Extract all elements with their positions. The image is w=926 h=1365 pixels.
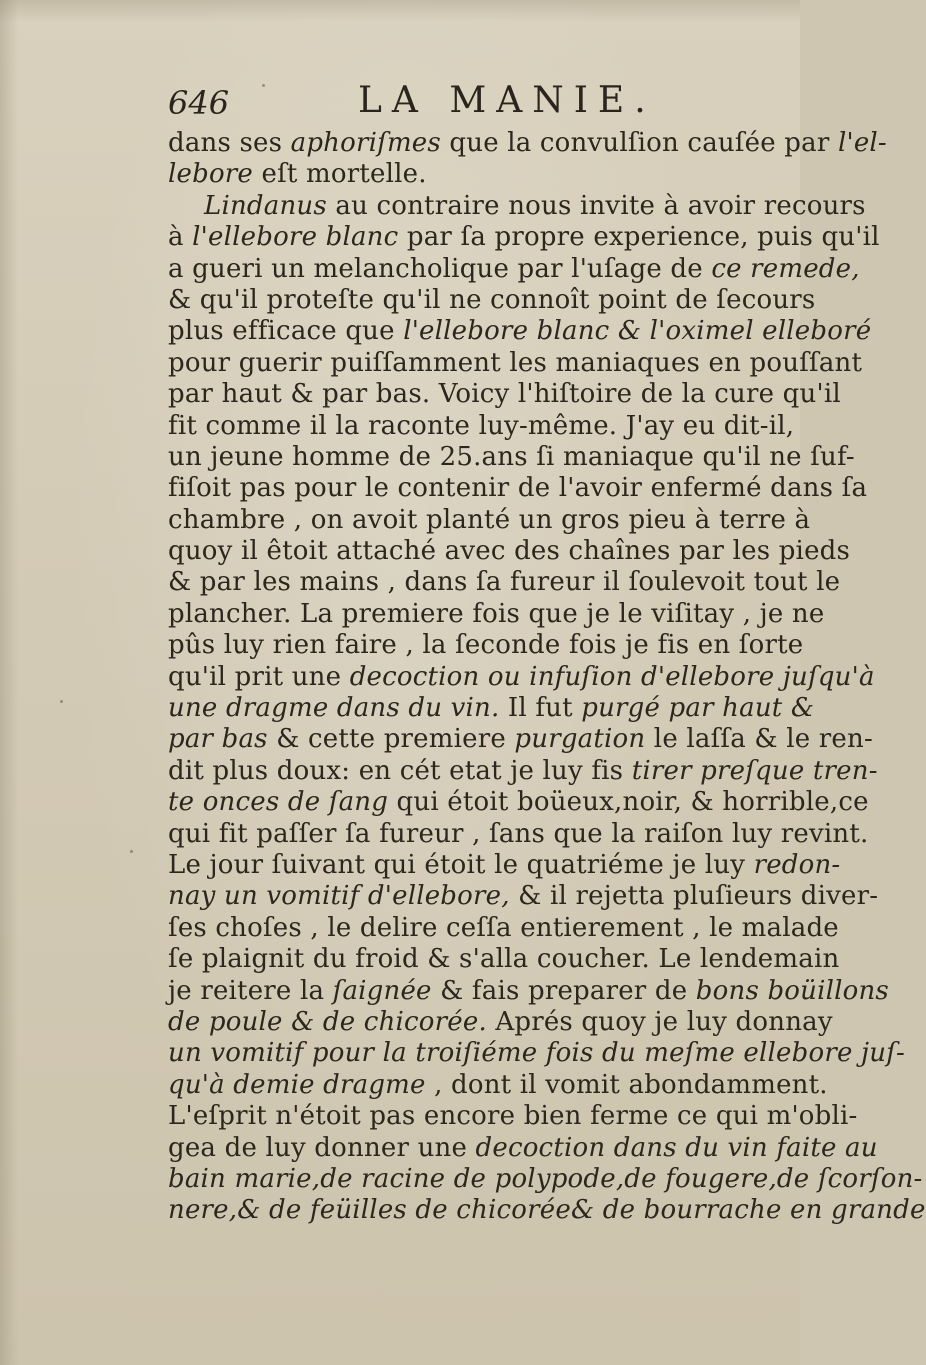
paper-speck (60, 700, 63, 703)
text-line (168, 849, 841, 881)
text-run: pour guerir puiſſamment les maniaques en pouſſant (168, 347, 863, 378)
text-line (168, 473, 868, 504)
text-run: plus efficace que (168, 316, 404, 347)
text-line (168, 755, 878, 787)
italic-run: decoction ou infuſion d'ellebore juſqu'à (349, 661, 875, 692)
text-run: L'eſprit n'étoit pas encore bien ferme ce qui m'obli- (168, 1101, 858, 1132)
italic-run: l'ellebore blanc (192, 222, 399, 253)
text-line (168, 441, 855, 473)
text-line (168, 598, 825, 630)
paper-speck (262, 84, 265, 87)
italic-run: nere,& de feüilles de chicorée& de bourrache en grande (168, 1195, 926, 1226)
text-line (168, 536, 851, 567)
text-run: par haut & par bas. Voicy l'hiſtoire de la cure qu'il (168, 379, 841, 410)
text-line (168, 1195, 926, 1226)
text-run: & cette premiere (267, 724, 515, 755)
text-line (168, 1101, 858, 1132)
text-line (168, 159, 790, 190)
text-line (168, 724, 873, 755)
text-run: le laſſa & le ren- (645, 724, 873, 755)
italic-run: aphoriſmes (290, 128, 441, 158)
paper-speck (770, 1120, 773, 1123)
text-run: plancher. La premiere fois que je le viſitay , je ne (168, 598, 825, 629)
text-line (168, 410, 795, 442)
text-line (168, 222, 880, 253)
text-run: quoy il êtoit attaché avec des chaînes par les pieds (168, 536, 851, 567)
text-line (168, 316, 872, 347)
italic-run: ce remede, (711, 253, 860, 284)
italic-run: redon- (753, 849, 841, 880)
italic-run: une dragme dans du vin. (168, 693, 500, 724)
italic-run: decoction dans du vin faite au (475, 1132, 878, 1163)
text-run: par ſa propre experience, puis qu'il (398, 222, 880, 253)
italic-run: un vomitif pour la troiſiéme fois du meſme ellebore juſ- (168, 1038, 906, 1069)
text-line (168, 190, 866, 222)
text-line (168, 630, 804, 661)
text-run: qui étoit boüeux,noir, & horrible,ce (388, 787, 869, 818)
page-number: 646 (168, 84, 230, 122)
text-run: dit plus doux: en cét etat je luy fis (168, 755, 632, 786)
text-line (168, 693, 815, 724)
page-header (168, 80, 768, 124)
italic-run: tirer preſque tren- (631, 755, 878, 786)
text-line (168, 1038, 906, 1069)
italic-run: Lindanus (204, 190, 327, 221)
text-run: fiſoit pas pour le contenir de l'avoir enfermé dans ſa (168, 473, 868, 504)
running-title: LA MANIE. (358, 80, 656, 121)
text-run: qui fit paſſer ſa fureur , ſans que la raiſon luy revint. (168, 818, 869, 849)
text-run: a gueri un melancholique par l'uſage de (168, 253, 712, 284)
text-line (168, 1132, 878, 1164)
italic-run: ſaignée (332, 975, 432, 1006)
italic-run: nay un vomitif d'ellebore, (168, 881, 510, 912)
text-run: à (168, 222, 193, 253)
text-run: dans ses (168, 128, 291, 158)
text-run: eſt mortelle. (253, 159, 427, 190)
text-line (168, 128, 887, 159)
text-run: fit comme il la raconte luy-même. J'ay eu dit-il, (168, 410, 795, 441)
text-run: chambre , on avoit planté un gros pieu à terre à (168, 504, 811, 535)
text-run: je reitere la (168, 975, 333, 1006)
text-line (168, 975, 889, 1007)
text-line (168, 253, 860, 285)
paper-speck (130, 850, 133, 853)
text-run: gea de luy donner une (168, 1132, 476, 1163)
text-run: que la convulſion cauſée par (440, 128, 838, 158)
text-line (168, 284, 816, 316)
text-run: un jeune homme de 25.ans ſi maniaque qu'il ne ſuf- (168, 441, 855, 472)
text-run: , dont il vomit abondamment. (425, 1069, 828, 1100)
italic-run: bain marie,de racine de polypode,de fougere,de ſcorſon- (168, 1163, 923, 1194)
italic-run: l'ellebore blanc & l'oximel elleboré (403, 316, 872, 347)
italic-run: par bas (168, 724, 268, 755)
page-shadow-top (0, 0, 800, 22)
body-text (168, 128, 926, 1227)
text-line (168, 881, 879, 912)
text-line (168, 661, 875, 693)
text-line (168, 347, 863, 379)
page-shadow-left (0, 0, 18, 1365)
text-line (168, 1006, 833, 1038)
text-run: au contraire nous invite à avoir recours (326, 190, 866, 221)
text-line (168, 504, 811, 536)
text-line (168, 912, 839, 944)
text-run: qu'il prit une (168, 661, 350, 692)
text-line (168, 818, 869, 850)
text-line (168, 1069, 828, 1101)
text-run: & fais preparer de (431, 975, 696, 1006)
text-run: Aprés quoy je luy donnay (486, 1006, 833, 1037)
text-line (168, 379, 841, 410)
text-run: & il rejetta pluſieurs diver- (509, 881, 879, 912)
text-run: Il fut (499, 693, 582, 724)
italic-run: purgé par haut & (581, 693, 815, 724)
text-run: pûs luy rien faire , la ſeconde fois je fis en ſorte (168, 630, 804, 661)
italic-run: qu'à demie dragme (168, 1069, 426, 1100)
text-run: ſes choſes , le delire ceſſa entierement , le malade (168, 912, 839, 943)
italic-run: lebore (168, 159, 254, 190)
text-run: & qu'il proteſte qu'il ne connoît point de ſecours (168, 284, 816, 315)
text-run: ſe plaignit du froid & s'alla coucher. Le lendemain (168, 944, 840, 975)
italic-run: bons boüillons (695, 975, 889, 1006)
italic-run: purgation (514, 724, 646, 755)
text-run: & par les mains , dans ſa fureur il ſoulevoit tout le (168, 567, 841, 598)
italic-run: l'el- (837, 128, 887, 158)
italic-run: de poule & de chicorée. (168, 1006, 487, 1037)
text-run: Le jour ſuivant qui étoit le quatriéme je luy (168, 849, 754, 880)
text-line (168, 1163, 923, 1195)
text-line (168, 944, 840, 975)
italic-run: te onces de ſang (168, 787, 389, 818)
text-line (168, 567, 841, 598)
text-line (168, 787, 869, 818)
